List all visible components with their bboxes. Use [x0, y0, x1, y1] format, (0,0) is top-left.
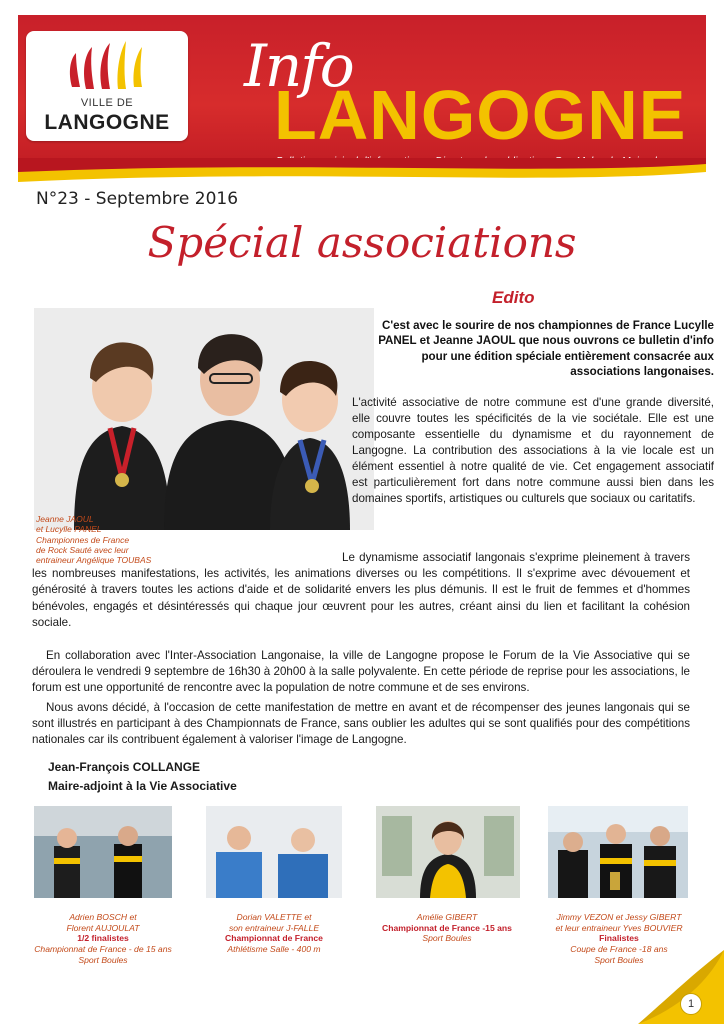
caption-line: Sport Boules [422, 933, 472, 944]
champions-photo-illustration [34, 308, 374, 530]
caption-line: et leur entraineur Yves BOUVIER [555, 922, 683, 933]
intro-paragraph: C'est avec le sourire de nos championnes de France Lucylle PANEL et Jeanne JAOUL que nous ouvrons ce bulletin d'info pour une édition spéciale entièrement consacrée aux associations langonaises. [378, 319, 714, 379]
logo-ville-text: VILLE DE [80, 97, 134, 109]
caption-line: entraineur Angélique TOUBAS [36, 555, 152, 566]
signature-role: Maire-adjoint à la Vie Associative [48, 779, 237, 793]
caption-highlight: Finalistes [599, 933, 639, 944]
paragraph-activite: L'activité associative de notre commune est d'une grande diversité, elle couvre toutes les spécificités de la vie sociétale. Elle est une composante essentielle du dynamisme et du rayonnement de Langogne. La contribution des associations à la vie locale est un élément essentiel à notre qualité de vie. Cet engagement associatif est particulièrement fort dans notre commune aussi bien dans les domaines sportifs, artistiques ou culturels que sociaux ou caritatifs. [352, 396, 714, 505]
logo-flames-icon [64, 39, 154, 95]
caption-line: Jimmy VEZON et Jessy GIBERT [556, 912, 682, 922]
issue-number: N°23 - Septembre 2016 [36, 189, 239, 209]
caption-line: et Lucylle PANEL [36, 524, 102, 535]
caption-line: de Rock Sauté avec leur [36, 545, 129, 556]
photo-valette-falle-illustration [206, 806, 342, 898]
caption-highlight: Championnat de France [225, 933, 323, 944]
paragraph-recompenses: Nous avons décidé, à l'occasion de cette manifestation de mettre en avant et de récompenser des jeunes langonais qui se sont illustrés en participant à des Championnats de France, sans oublier les adultes qui se sont qualifiés pour des compétitions nationales car ils contribuent également à valoriser l'image de Langogne. [32, 701, 690, 747]
caption-amelie-gibert [362, 912, 532, 944]
paragraph-dynamisme: Le dynamisme associatif langonais s'exprime pleinement à travers les nombreuses manifestations, les activités, les animations diverses ou les compétitions. Il s'exprime avec dévouement et générosité à travers toutes les actions d'aide et de solidarité envers les plus démunis. Il est le fruit de femmes et d'hommes bénévoles, engagés et désintéressés qui chaque jour œuvrent pour les autres, créant ainsi du lien et facilitant la cohésion sociale. [32, 551, 690, 629]
caption-line: Florent AUJOULAT [66, 922, 140, 933]
caption-line: Adrien BOSCH et [69, 912, 137, 922]
photo-amelie-gibert [376, 806, 520, 898]
caption-line: Dorian VALETTE et [236, 912, 312, 922]
photo-amelie-gibert-illustration [376, 806, 520, 898]
edito-label: Edito [492, 288, 535, 307]
caption-highlight: Championnat de France -15 ans [382, 922, 512, 933]
caption-valette-falle [189, 912, 359, 955]
caption-line: Sport Boules [78, 954, 128, 965]
caption-highlight: 1/2 finalistes [77, 933, 129, 944]
photo-bosch-aujoulat [34, 806, 172, 898]
page-heading: Spécial associations [147, 218, 577, 267]
page-curl-decoration [618, 950, 724, 1024]
champions-photo [34, 308, 374, 530]
paragraph-forum: En collaboration avec l'Inter-Association Langonaise, la ville de Langogne propose le Forum de la Vie Associative qui se déroulera le vendredi 9 septembre de 16h30 à 20h00 à la salle polyvalente. En cette période de reprise pour les associations, le forum est une opportunité de rencontre avec la population de notre commune et de ses environs. [32, 649, 690, 695]
caption-line: Sport Boules [594, 954, 644, 965]
caption-line: Championnat de France - de 15 ans [34, 943, 172, 954]
ville-logo [26, 31, 188, 141]
caption-line: Championnes de France [36, 534, 130, 545]
caption-line: Coupe de France -18 ans [570, 943, 668, 954]
photo-vezon-gibert-bouvier [548, 806, 688, 898]
caption-line: Amélie GIBERT [416, 912, 478, 922]
caption-line: Jeanne JAOUL [36, 514, 94, 524]
info-script-title: Info [244, 32, 353, 100]
photo-valette-falle [206, 806, 342, 898]
logo-name-text: LANGOGNE [44, 111, 170, 134]
caption-line: Athlétisme Salle - 400 m [227, 943, 321, 954]
photo-bosch-aujoulat-illustration [34, 806, 172, 898]
page-number: 1 [680, 993, 702, 1015]
photo-vezon-gibert-bouvier-illustration [548, 806, 688, 898]
caption-bosch-aujoulat [18, 912, 188, 965]
signature-name: Jean-François COLLANGE [48, 760, 201, 774]
caption-line: son entraineur J-FALLE [228, 922, 320, 933]
masthead-title: LANGOGNE [274, 76, 687, 154]
